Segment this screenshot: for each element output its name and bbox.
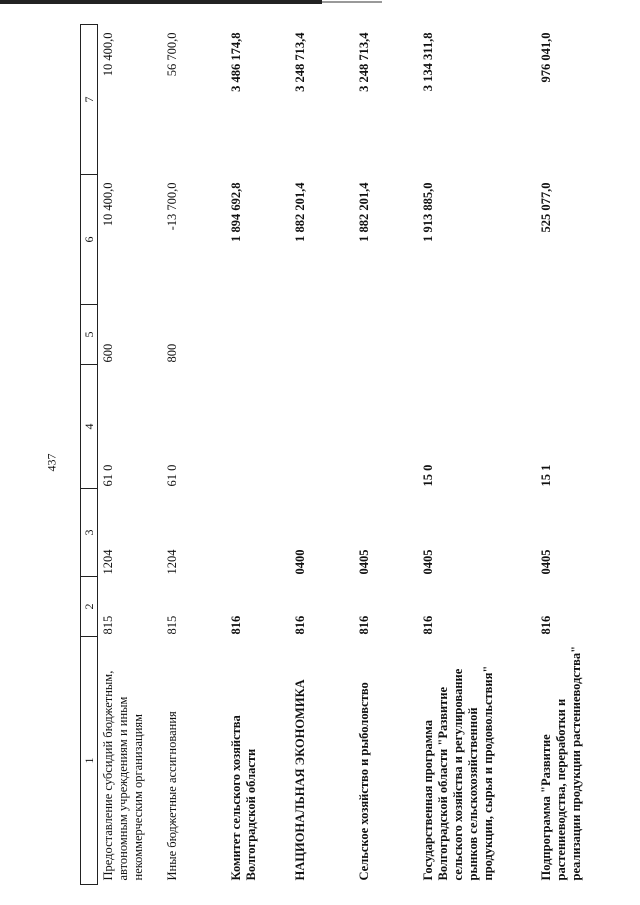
row-name: НАЦИОНАЛЬНАЯ ЭКОНОМИКА (293, 679, 307, 881)
cell-amount-change: 1 882 201,4 (293, 182, 307, 242)
cell-expense-type (291, 305, 355, 365)
cell-ministry-code: 815 (165, 615, 179, 635)
row-name: Комитет сельского хозяйства Волгоградской области (229, 715, 258, 881)
cell-section-code: 0405 (539, 549, 553, 575)
cell-amount-change: 10 400,0 (101, 182, 115, 227)
cell-section-code: 0400 (293, 549, 307, 575)
budget-table (80, 24, 601, 885)
row-name: Иные бюджетные ассигнования (165, 711, 179, 881)
column-header: 1 (81, 637, 98, 885)
row-name: Сельское хозяйство и рыболовство (357, 682, 371, 881)
cell-amount-change: -13 700,0 (165, 182, 179, 231)
column-header: 6 (81, 175, 98, 305)
cell-amount-total: 976 041,0 (539, 32, 553, 83)
cell-amount-total: 3 134 311,8 (421, 32, 435, 92)
table-row (227, 25, 291, 885)
cell-target-code: 15 1 (539, 464, 553, 487)
top-edge-bar (0, 0, 322, 4)
cell-ministry-code: 816 (421, 615, 435, 635)
cell-section-code: 1204 (165, 549, 179, 575)
column-header: 5 (81, 305, 98, 365)
header-row (81, 25, 98, 885)
page-number: 437 (44, 453, 59, 472)
cell-target-code: 61 0 (165, 464, 179, 487)
cell-expense-type (419, 305, 537, 365)
cell-target-code (291, 365, 355, 489)
row-name: Подпрограмма "Развитие растениеводства, переработки и реализации продукции растениеводства" (539, 645, 583, 881)
row-name: Государственная программа Волгоградской области "Развитие сельского хозяйства и регулирование рынков сельскохозяйственной продукции, сырья и продовольствия" (421, 665, 495, 881)
cell-section-code: 1204 (101, 549, 115, 575)
cell-target-code (227, 365, 291, 489)
cell-ministry-code: 815 (101, 615, 115, 635)
cell-amount-change: 1 894 692,8 (229, 182, 243, 242)
column-header: 7 (81, 25, 98, 175)
cell-amount-change: 525 077,0 (539, 182, 553, 233)
cell-target-code: 61 0 (101, 464, 115, 487)
cell-ministry-code: 816 (229, 615, 243, 635)
table-row (291, 25, 355, 885)
cell-ministry-code: 816 (357, 615, 371, 635)
column-header: 4 (81, 365, 98, 489)
cell-expense-type (227, 305, 291, 365)
cell-target-code (355, 365, 419, 489)
cell-section-code: 0405 (421, 549, 435, 575)
table-row (163, 25, 227, 885)
cell-amount-change: 1 913 885,0 (421, 182, 435, 242)
table-row (419, 25, 537, 885)
cell-ministry-code: 816 (539, 615, 553, 635)
row-name: Предоставление субсидий бюджетным, автономным учреждениям и иным некоммерческим организациям (101, 670, 145, 881)
cell-expense-type: 600 (101, 343, 115, 363)
budget-table-container (80, 25, 630, 885)
column-header: 3 (81, 489, 98, 577)
top-edge-bar-light (322, 1, 382, 3)
cell-ministry-code: 816 (293, 615, 307, 635)
cell-amount-change: 1 882 201,4 (357, 182, 371, 242)
cell-amount-total: 3 248 713,4 (357, 32, 371, 92)
cell-amount-total: 10 400,0 (101, 32, 115, 77)
cell-section-code: 0405 (357, 549, 371, 575)
rotated-page-area (80, 25, 630, 885)
table-row (98, 25, 164, 885)
cell-amount-total: 56 700,0 (165, 32, 179, 77)
column-header: 2 (81, 577, 98, 637)
cell-target-code: 15 0 (421, 464, 435, 487)
cell-expense-type (355, 305, 419, 365)
cell-amount-total: 3 486 174,8 (229, 32, 243, 92)
cell-expense-type: 800 (165, 343, 179, 363)
cell-expense-type (537, 305, 601, 365)
cell-amount-total: 3 248 713,4 (293, 32, 307, 92)
table-row (355, 25, 419, 885)
table-row (537, 25, 601, 885)
cell-section-code (227, 489, 291, 577)
